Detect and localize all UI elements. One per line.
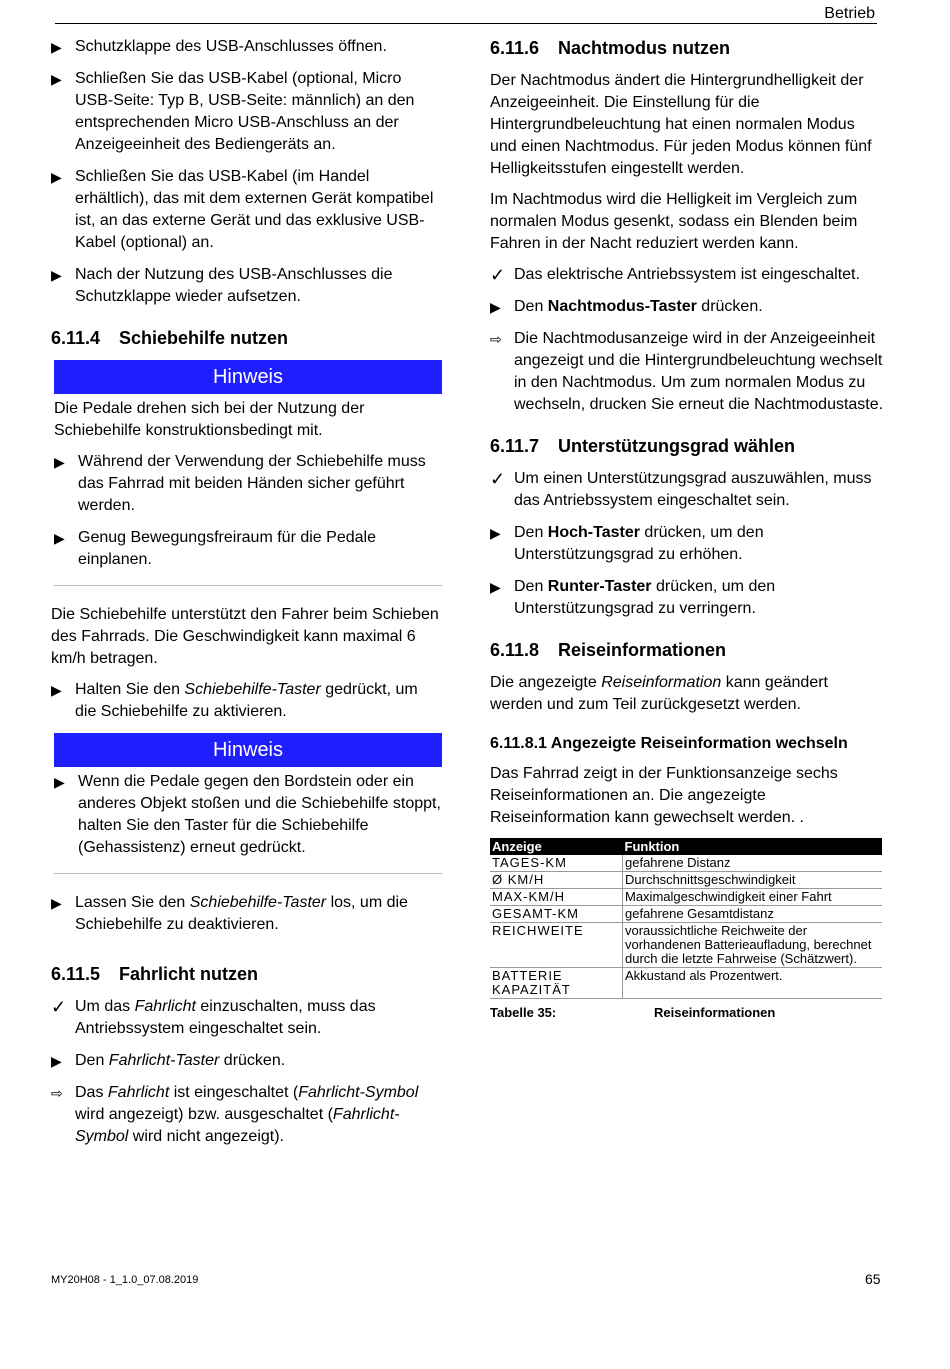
reise-sub-paragraph: Das Fahrrad zeigt in der Funktionsanzeige sechs Reiseinformationen an. Die angezeigte Reiseinformation kann gewechselt werden. . bbox=[490, 765, 838, 826]
result-item: ⇨ Die Nachtmodusanzeige wird in der Anzeigeeinheit angezeigt und die Hintergrundbeleuchtung wechselt in den Nachtmodus. Um zum normalen Modus zu wechseln, drucken Sie erneut die Nachtmodustaste. bbox=[490, 330, 884, 413]
list-item: ▶ Den Nachtmodus-Taster drücken. bbox=[490, 296, 884, 318]
arrow-bullet-icon: ▶ bbox=[51, 71, 62, 87]
hinweis-box bbox=[54, 771, 442, 874]
result-item: ⇨ Das Fahrlicht ist eingeschaltet (Fahrlicht-Symbol wird angezeigt) bzw. ausgeschaltet (Fahrlicht-Symbol wird nicht angezeigt). bbox=[51, 1084, 419, 1145]
table-cell-funktion: gefahrene Distanz bbox=[623, 855, 883, 872]
reiseinformationen-table bbox=[490, 838, 882, 999]
hinweis-box bbox=[54, 398, 442, 586]
result-arrow-icon: ⇨ bbox=[51, 1085, 63, 1101]
hinweis-banner: Hinweis bbox=[54, 360, 442, 394]
list-item: ▶ Den Fahrlicht-Taster drücken. bbox=[51, 1050, 443, 1072]
table-row bbox=[490, 906, 882, 923]
nachtmodus-paragraph-2: Im Nachtmodus wird die Helligkeit im Vergleich zum normalen Modus gesenkt, sodass ein Blenden beim Fahren in der Nacht reduziert werden kann. bbox=[490, 191, 858, 252]
list-item: ▶ Genug Bewegungsfreiraum für die Pedale einplanen. bbox=[54, 529, 376, 568]
table-cell-anzeige: REICHWEITE bbox=[490, 923, 623, 968]
check-icon: ✓ bbox=[51, 997, 67, 1017]
section-6-11-5-heading: 6.11.5 Fahrlicht nutzen bbox=[51, 964, 258, 984]
section-6-11-8-1-heading: 6.11.8.1 Angezeigte Reiseinformation wechseln bbox=[490, 735, 848, 752]
prerequisite-item: ✓ Das elektrische Antriebssystem ist eingeschaltet. bbox=[490, 265, 860, 285]
table-header-funktion: Funktion bbox=[623, 838, 883, 855]
arrow-bullet-icon: ▶ bbox=[51, 895, 62, 911]
table-cell-anzeige: GESAMT-KM bbox=[490, 906, 623, 923]
list-item: ▶ Den Hoch-Taster drücken, um den Unterstützungsgrad zu erhöhen. bbox=[490, 524, 764, 563]
prerequisite-item: ✓ Um einen Unterstützungsgrad auszuwählen, muss das Antriebssystem eingeschaltet sein. bbox=[490, 469, 872, 509]
table-cell-funktion: Maximalgeschwindigkeit einer Fahrt bbox=[623, 889, 883, 906]
table-header-row bbox=[490, 838, 882, 855]
table-row bbox=[490, 923, 882, 968]
hinweis-text: Die Pedale drehen sich bei der Nutzung der Schiebehilfe konstruktionsbedingt mit. bbox=[54, 400, 365, 439]
table-row bbox=[490, 855, 882, 872]
table-cell-anzeige: TAGES-KM bbox=[490, 855, 623, 872]
table-row bbox=[490, 872, 882, 889]
section-6-11-7-heading: 6.11.7 Unterstützungsgrad wählen bbox=[490, 436, 796, 456]
usb-steps-list bbox=[51, 36, 443, 308]
table-cell-anzeige: BATTERIE KAPAZITÄT bbox=[490, 968, 623, 999]
list-item: ▶ Halten Sie den Schiebehilfe-Taster gedrückt, um die Schiebehilfe zu aktivieren. bbox=[51, 681, 418, 720]
arrow-bullet-icon: ▶ bbox=[51, 682, 62, 698]
footer-doc-id: MY20H08 - 1_1.0_07.08.2019 bbox=[51, 1274, 199, 1286]
arrow-bullet-icon: ▶ bbox=[51, 169, 62, 185]
left-column bbox=[51, 36, 443, 1158]
list-item: ▶ Den Runter-Taster drücken, um den Unterstützungsgrad zu verringern. bbox=[490, 578, 776, 617]
check-icon: ✓ bbox=[490, 265, 506, 285]
arrow-bullet-icon: ▶ bbox=[54, 454, 65, 470]
arrow-bullet-icon: ▶ bbox=[51, 267, 62, 283]
list-item: ▶ Während der Verwendung der Schiebehilfe muss das Fahrrad mit beiden Händen sicher geführt werden. bbox=[54, 453, 426, 514]
right-column bbox=[490, 36, 884, 1020]
table-cell-anzeige: MAX-KM/H bbox=[490, 889, 623, 906]
arrow-bullet-icon: ▶ bbox=[54, 774, 65, 790]
running-header: Betrieb bbox=[824, 5, 875, 22]
nachtmodus-paragraph: Der Nachtmodus ändert die Hintergrundhelligkeit der Anzeigeeinheit. Die Einstellung für die Hintergrundbeleuchtung hat einen normalen Modus und einen Nachtmodus. Für jeden Modus können fünf Helligkeitsstufen eingestellt werden. bbox=[490, 72, 872, 177]
table-cell-anzeige: Ø KM/H bbox=[490, 872, 623, 889]
arrow-bullet-icon: ▶ bbox=[51, 1053, 62, 1069]
table-cell-funktion: gefahrene Gesamtdistanz bbox=[623, 906, 883, 923]
prerequisite-item: ✓ Um das Fahrlicht einzuschalten, muss das Antriebssystem eingeschaltet sein. bbox=[51, 997, 376, 1037]
check-icon: ✓ bbox=[490, 469, 506, 489]
section-6-11-6-heading: 6.11.6 Nachtmodus nutzen bbox=[490, 38, 731, 58]
section-6-11-8-heading: 6.11.8 Reiseinformationen bbox=[490, 640, 727, 660]
table-caption: Tabelle 35: Reiseinformationen bbox=[490, 1005, 776, 1020]
section-6-11-4-heading: 6.11.4 Schiebehilfe nutzen bbox=[51, 328, 289, 348]
result-arrow-icon: ⇨ bbox=[490, 331, 502, 347]
reise-paragraph: Die angezeigte Reiseinformation kann geändert werden und zum Teil zurückgesetzt werden. bbox=[490, 674, 828, 713]
arrow-bullet-icon: ▶ bbox=[490, 299, 501, 315]
arrow-bullet-icon: ▶ bbox=[54, 530, 65, 546]
arrow-bullet-icon: ▶ bbox=[490, 579, 501, 595]
list-item: ▶ Wenn die Pedale gegen den Bordstein oder ein anderes Objekt stoßen und die Schiebehilfe stoppt, halten Sie den Taster für die Schiebehilfe (Gehassistenz) erneut gedrückt. bbox=[54, 773, 441, 856]
schiebehilfe-paragraph: Die Schiebehilfe unterstützt den Fahrer beim Schieben des Fahrrads. Die Geschwindigkeit kann maximal 6 km/h betragen. bbox=[51, 606, 439, 667]
table-header-anzeige: Anzeige bbox=[490, 838, 623, 855]
arrow-bullet-icon: ▶ bbox=[490, 525, 501, 541]
table-cell-funktion: Durchschnittsgeschwindigkeit bbox=[623, 872, 883, 889]
table-row bbox=[490, 968, 882, 999]
list-item: ▶ Schutzklappe des USB-Anschlusses öffnen. bbox=[51, 36, 443, 58]
list-item: ▶ Schließen Sie das USB-Kabel (im Handel erhältlich), das mit dem externen Gerät kompatibel ist, an das externe Gerät und das exklusive USB-Kabel (optional) an. bbox=[51, 168, 434, 251]
table-cell-funktion: voraussichtliche Reichweite der vorhandenen Batterieaufladung, berechnet durch die letzte Fahrweise (Schätzwert). bbox=[623, 923, 883, 968]
table-cell-funktion: Akkustand als Prozentwert. bbox=[623, 968, 883, 999]
list-item: ▶ Schließen Sie das USB-Kabel (optional, Micro USB-Seite: Typ B, USB-Seite: männlich) an den entsprechenden Micro USB-Anschluss an der Anzeigeeinheit des Bediengeräts an. bbox=[51, 70, 415, 153]
page-number: 65 bbox=[865, 1271, 881, 1287]
list-item: ▶ Nach der Nutzung des USB-Anschlusses die Schutzklappe wieder aufsetzen. bbox=[51, 266, 393, 305]
header-rule bbox=[55, 23, 877, 24]
list-item: ▶ Lassen Sie den Schiebehilfe-Taster los, um die Schiebehilfe zu deaktivieren. bbox=[51, 894, 408, 933]
table-row bbox=[490, 889, 882, 906]
arrow-bullet-icon: ▶ bbox=[51, 39, 62, 55]
hinweis-banner: Hinweis bbox=[54, 733, 442, 767]
